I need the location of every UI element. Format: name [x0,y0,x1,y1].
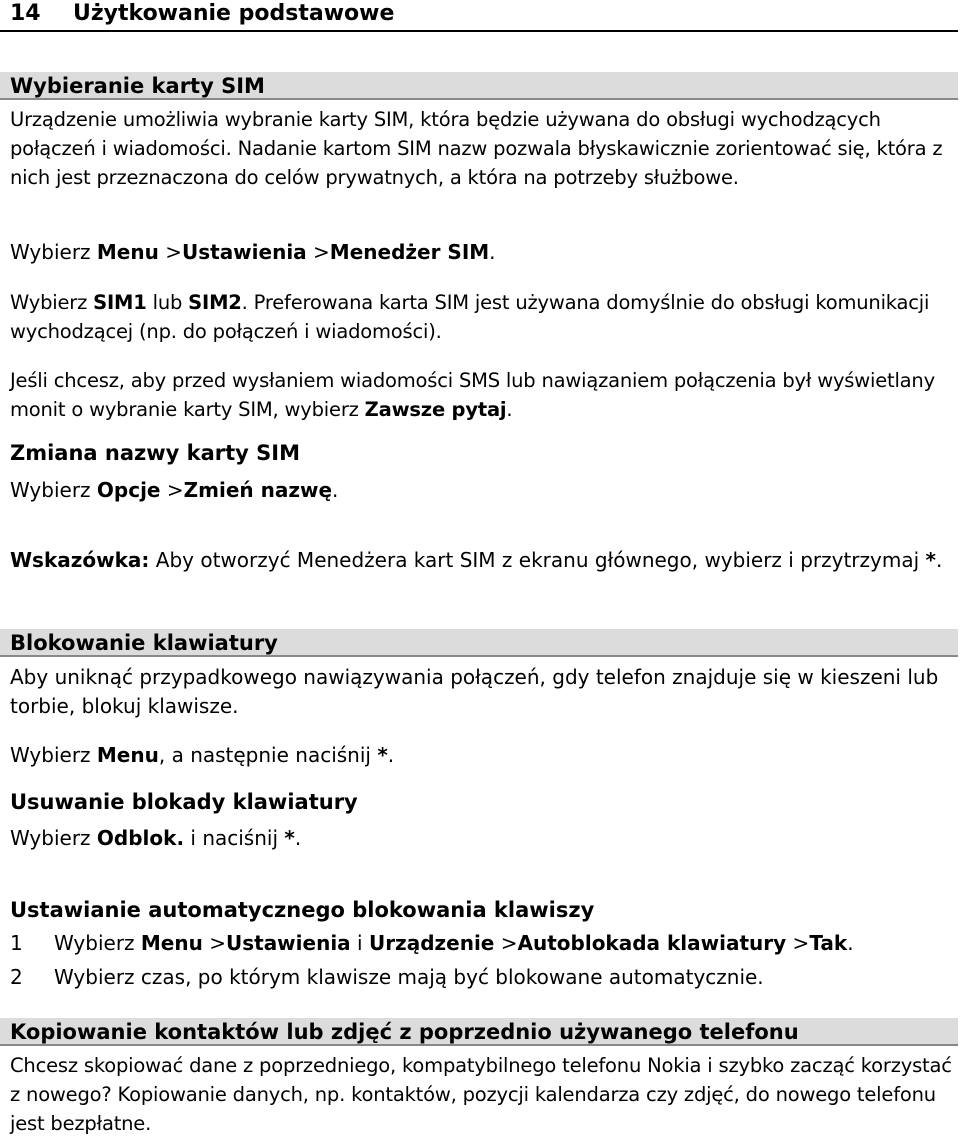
settings-ref: Ustawienia [225,931,351,955]
sim-step-preferred [10,288,952,346]
tip-label: Wskazówka: [10,548,150,572]
sim1-ref: SIM1 [93,291,147,314]
unlock-ref: Odblok. [96,826,185,850]
section-bar-keypad-lock [0,629,958,657]
text: Wybierz [10,826,91,850]
yes-ref: Tak [809,931,848,955]
subheading-unlock: Usuwanie blokady klawiatury [10,790,358,814]
list-item-number: 2 [10,965,23,989]
text: Wybierz [10,478,91,502]
list-item-number: 1 [10,931,23,955]
text: , a następnie naciśnij [158,743,371,767]
separator: > [500,931,518,955]
unlock-step [10,824,952,853]
section-bar-copy [0,1018,958,1046]
options-ref: Opcje [96,478,161,502]
device-ref: Urządzenie [368,931,495,955]
always-ask-ref: Zawsze pytaj [364,398,507,421]
text: . [294,826,302,850]
sim2-ref: SIM2 [188,291,242,314]
section-title-keypad-lock: Blokowanie klawiatury [10,631,278,655]
text: . [332,478,339,502]
list-item [54,929,954,958]
text: . [489,240,496,264]
page-heading: Użytkowanie podstawowe [73,1,395,26]
separator: > [165,240,182,264]
sim-step-always-ask [10,366,952,424]
text: . [935,548,943,572]
key-ref: * [377,743,388,767]
text: . [847,931,854,955]
section-title-copy: Kopiowanie kontaktów lub zdjęć z poprzednio używanego telefonu [10,1020,799,1044]
text: . [387,743,395,767]
menu-ref: Menu [96,743,159,767]
autolock-ref: Autoblokada klawiatury [517,931,787,955]
text: lub [152,291,183,314]
keypad-intro-paragraph: Aby uniknąć przypadkowego nawiązywania połączeń, gdy telefon znajduje się w kieszeni lub torbie, blokuj klawisze. [10,665,939,718]
text: Jeśli chcesz, aby przed wysłaniem wiadomości SMS lub nawiązaniem połączenia był wyświetlany monit o wybranie karty SIM, wybierz [10,369,935,421]
sim-step-menu [10,238,952,267]
text: i [357,931,363,955]
rename-ref: Zmień nazwę [183,478,333,502]
settings-ref: Ustawienia [181,240,307,264]
text: i naciśnij [190,826,279,850]
separator: > [166,478,184,502]
text: Aby otworzyć Menedżera kart SIM z ekranu głównego, wybierz i przytrzymaj [155,548,920,572]
menu-ref: Menu [96,240,159,264]
separator: > [792,931,810,955]
copy-paragraph: Chcesz skopiować dane z poprzedniego, kompatybilnego telefonu Nokia i szybko zacząć korzystać z nowego? Kopiowanie danych, np. kontaktów, pozycji kalendarza czy zdjęć, do nowego telefonu jest bezpłatne. [10,1054,952,1135]
text: Wybierz [10,291,88,314]
key-ref: * [925,548,936,572]
text: . [506,398,513,421]
rename-step [10,476,952,505]
page-header [0,0,958,32]
subheading-auto-lock: Ustawianie automatycznego blokowania klawiszy [10,898,595,922]
sim-intro-paragraph: Urządzenie umożliwia wybranie karty SIM, która będzie używana do obsługi wychodzących połączeń i wiadomości. Nadanie kartom SIM nazw pozwala błyskawicznie zorientować się, która z nich jest przeznaczona do celów prywatnych, a która na potrzeby służbowe. [10,108,943,189]
page-number: 14 [10,1,41,26]
separator: > [313,240,330,264]
tip-paragraph [10,546,952,575]
key-ref: * [284,826,295,850]
text: Wybierz [10,743,91,767]
text: Wybierz [10,240,91,264]
list-item: Wybierz czas, po którym klawisze mają być blokowane automatycznie. [54,965,764,989]
section-bar-sim-select [0,72,958,100]
separator: > [209,931,226,955]
subheading-rename-sim: Zmiana nazwy karty SIM [10,441,301,465]
menu-ref: Menu [140,931,203,955]
text: . Preferowana karta SIM jest używana domyślnie do obsługi komunikacji wychodzącej (np. do połączeń i wiadomości). [10,291,930,343]
text: Wybierz [54,931,135,955]
sim-manager-ref: Menedżer SIM [329,240,490,264]
section-title-sim-select: Wybieranie karty SIM [10,74,265,98]
keypad-lock-step [10,741,952,770]
